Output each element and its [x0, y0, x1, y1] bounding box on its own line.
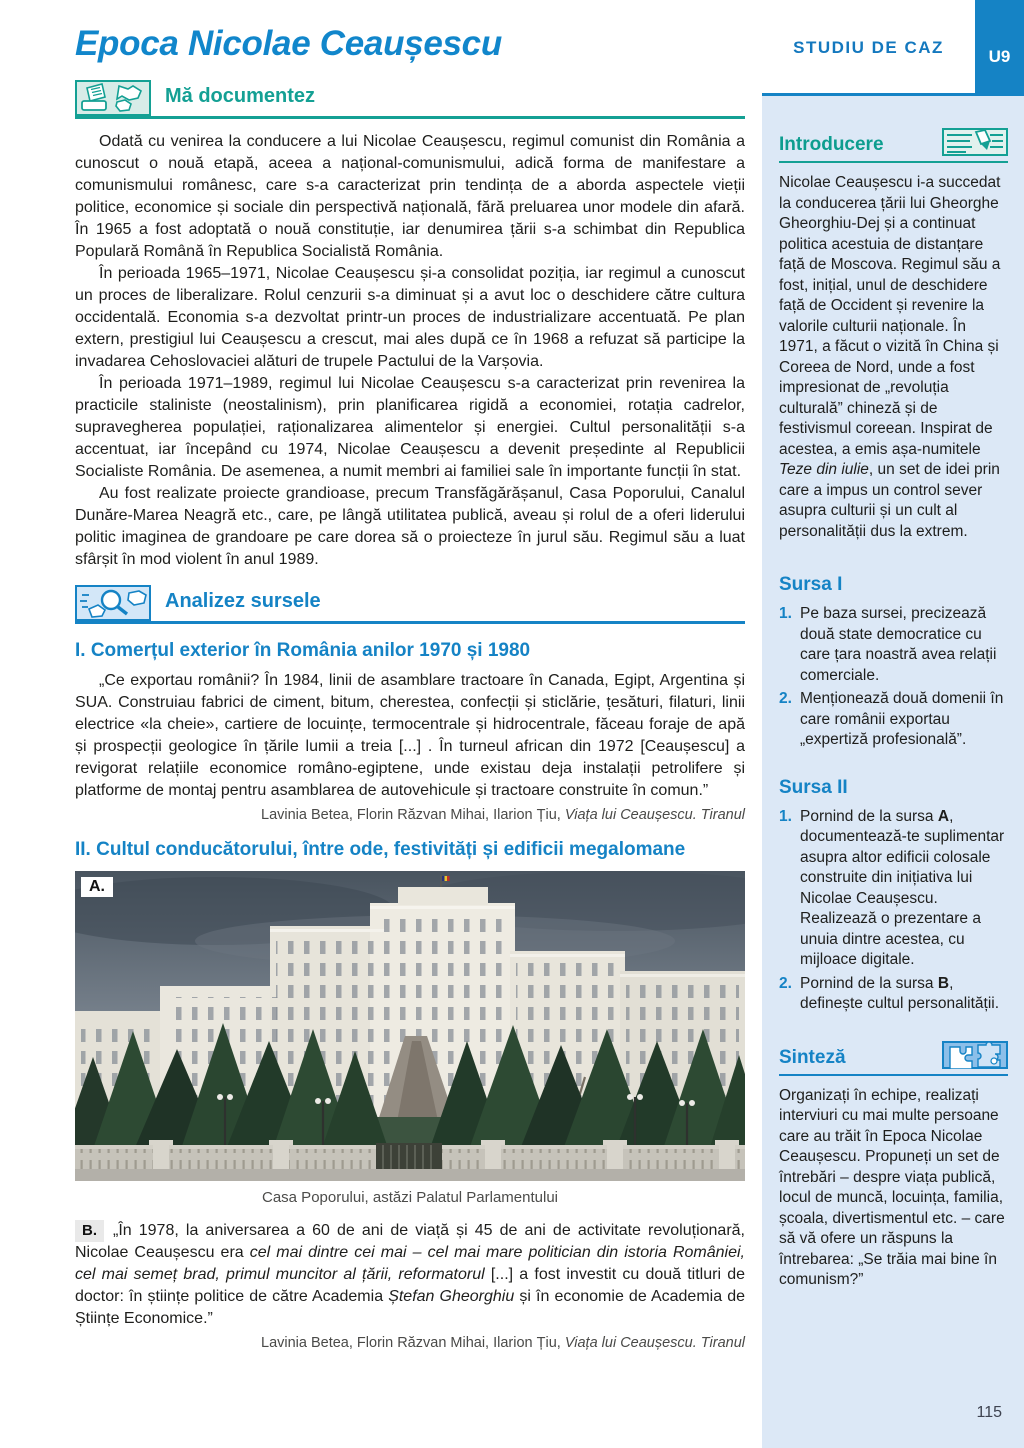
item-text: Menționează două domenii în care românii exportau „expertiză profesională”.: [800, 690, 1004, 748]
item-text: Pe baza sursei, precizează două state democratice cu care țara noastră avea relații comerciale.: [800, 605, 997, 684]
main-column: [75, 0, 745, 1351]
sursa2-heading: [779, 777, 1008, 801]
photo-label-a: A.: [81, 877, 113, 897]
notes-pencil-icon: [942, 128, 1008, 156]
paragraph: Odată cu venirea la conducere a lui Nicolae Ceaușescu, regimul comunist din România a cunoscut o nouă etapă, aceea a național-comunismului, adică forma de manifestare a comunismului românesc, care s-a caracterizat prin tendința de a aborda aspectele vieții politice, economice și sociale din perspectivă națională, fără preluarea unor modele din afară. În 1965 a fost adoptată o nouă constituție, iar denumirea țării s-a schimbat din Republica Populară Română în Republica Socialistă România.: [75, 133, 745, 260]
page-number: 115: [976, 1404, 1002, 1421]
source-work-title: Viața lui Ceaușescu. Tiranul: [564, 1335, 745, 1351]
page-kicker: STUDIU DE CAZ: [793, 38, 944, 57]
printer-map-icon: [75, 80, 151, 116]
sinteza-label: Sinteză: [779, 1046, 846, 1068]
sidebar: [762, 96, 1024, 1448]
source-work-title: Viața lui Ceaușescu. Tiranul: [564, 807, 745, 823]
source1-quote: „Ce exportau românii? În 1984, linii de asamblare tractoare în Canada, Egipt, Argentina și SUA. Construiau fabrici de ciment, bitum, cherestea, confecții și sticlărie, țesături, filaturi, linii electrice «la cheie», cartiere de locuințe, termocentrale și hidrocentrale, făceau foraje de apă și prospecții geologice în țările lumii a treia [...] . În turneul african din 1972 [Ceaușescu] a revigorat relațiile economice româno-egiptene, unde existau deja instalații petrolifere și platforme de montaj pentru asamblarea de autovehicule și tractoare construite în comun.”: [75, 672, 745, 799]
source1-attribution: Lavinia Betea, Florin Răzvan Mihai, Ilarion Țiu, Viața lui Ceaușescu. Tiranul: [261, 807, 745, 823]
introducere-heading: [779, 128, 1008, 163]
puzzle-icon: [942, 1041, 1008, 1069]
item-number: 2.: [779, 690, 792, 707]
sidebar-sursa1: [779, 574, 1008, 751]
item-number: 2.: [779, 974, 792, 992]
source2-attribution: Lavinia Betea, Florin Răzvan Mihai, Ilarion Țiu, Viața lui Ceaușescu. Tiranul: [261, 1335, 745, 1351]
item-text: Pornind de la sursa B, definește cultul personalității.: [800, 974, 1000, 1012]
introducere-text: Nicolae Ceaușescu i-a succedat la conducerea țării lui Gheorghe Gheorghiu-Dej și a continuat politica acestuia de distanțare față de Moscova. Regimul său a fost, inițial, unul de deschidere față de Occident și revenire la valorile culturii naționale. În 1971, a făcut o vizită în China și Coreea de Nord, unde a fost impresionat de „revoluția culturală” chineză și de festivismul coreean. Inspirat de acestea, a emis așa-numitele Teze din iulie, un set de idei prin care a impus un control sever asupra culturii și un cult al personalității dus la extrem.: [779, 174, 1001, 540]
source2-quote: [75, 1220, 745, 1330]
source2-quote-text: „În 1978, la aniversarea a 60 de ani de viață și 45 de ani de activitate revoluționară, Nicolae Ceaușescu era cel mai dintre cei mai – cel mai mare politician din istoria României, cel mai semeț brad, primul muncitor al țării, reformatorul [...] a fost investit cu două titluri de doctor: în științe politice de către Academia Ștefan Gheorghiu și în economie de Academia de Științe Economice.”: [75, 1222, 745, 1327]
sursa1-heading: [779, 574, 1008, 598]
section-label-analizez: Analizez sursele: [165, 590, 321, 612]
photo-caption: Casa Poporului, astăzi Palatul Parlamentului: [262, 1189, 558, 1206]
quote-label-b: B.: [75, 1220, 104, 1242]
sidebar-introducere: [779, 128, 1008, 542]
section-band-analizez: [75, 585, 745, 624]
list-item: [779, 974, 1008, 1015]
list-item: [779, 807, 1008, 971]
documentez-paragraphs: [75, 131, 745, 571]
list-item: [779, 689, 1008, 751]
item-number: 1.: [779, 605, 792, 622]
sursa2-label: Sursa II: [779, 776, 848, 798]
sursa1-label: Sursa I: [779, 574, 843, 595]
paragraph: În perioada 1965–1971, Nicolae Ceaușescu și-a consolidat poziția, iar regimul a cunoscut un proces de liberalizare. Rolul cenzurii s-a diminuat și a avut loc o deschidere către cultura occidentală. Economia s-a dezvoltat printr-un proces de industrializare accentuată. Pe plan extern, prestigiul lui Ceaușescu a crescut, mai ales după ce în 1968 a refuzat să participe la invadarea Cehoslovaciei alături de trupele Pactului de la Varșovia.: [75, 265, 745, 370]
unit-badge: U9: [975, 0, 1024, 93]
sidebar-sursa2: [779, 777, 1008, 1015]
sidebar-sinteza: [779, 1041, 1008, 1291]
magnifier-map-icon: [75, 585, 151, 621]
source2-heading: II. Cultul conducătorului, între ode, festivități și edificii megalomane: [75, 839, 686, 860]
paragraph: Au fost realizate proiecte grandioase, precum Transfăgărășanul, Casa Poporului, Canalul Dunăre-Marea Neagră etc., care, pe lângă utilitatea publică, aveau și rolul de a oferi liderului politic imaginea de grandoare pe care dorea să o proiecteze în jurul său. Regimul său a luat sfârșit în mod violent în anul 1989.: [75, 485, 745, 568]
paragraph: În perioada 1971–1989, regimul lui Nicolae Ceaușescu s-a caracterizat prin revenirea la practicile staliniste (neostalinism), prin planificarea rigidă a economiei, rotația cadrelor, supravegherea populației, raționalizarea alimentelor și energiei. Cultul personalității s-a accentuat, iar începând cu 1974, Nicolae Ceaușescu a devenit președinte al Republicii Socialiste România. De asemenea, a numit membri ai familiei sale în importante funcții în stat.: [75, 375, 745, 480]
item-text: Pornind de la sursa A, documentează-te suplimentar asupra altor edificii colosale construite din inițiativa lui Nicolae Ceaușescu. Realizează o prezentare a unuia dintre acestea, cu mijloace digitale.: [800, 807, 1005, 968]
section-label-documentez: Mă documentez: [165, 85, 316, 107]
source1-heading: I. Comerțul exterior în România anilor 1970 și 1980: [75, 640, 531, 661]
section-band-documentez: [75, 80, 745, 119]
casa-poporului-photo: [75, 871, 745, 1181]
sinteza-heading: [779, 1041, 1008, 1076]
sinteza-text: Organizați în echipe, realizați interviuri cu mai multe persoane care au trăit în Epoca Nicolae Ceaușescu. Propuneți un set de întrebări – despre viața publică, locul de muncă, locuința, familia, școala, divertismentul etc. – care să vă ofere un răspuns la întrebarea: „Se trăia mai bine în comunism?”: [779, 1086, 1005, 1288]
page-title: Epoca Nicolae Ceaușescu: [75, 24, 502, 63]
palace-illustration: [75, 871, 745, 1181]
list-item: [779, 604, 1008, 686]
introducere-label: Introducere: [779, 134, 884, 155]
item-number: 1.: [779, 807, 792, 825]
